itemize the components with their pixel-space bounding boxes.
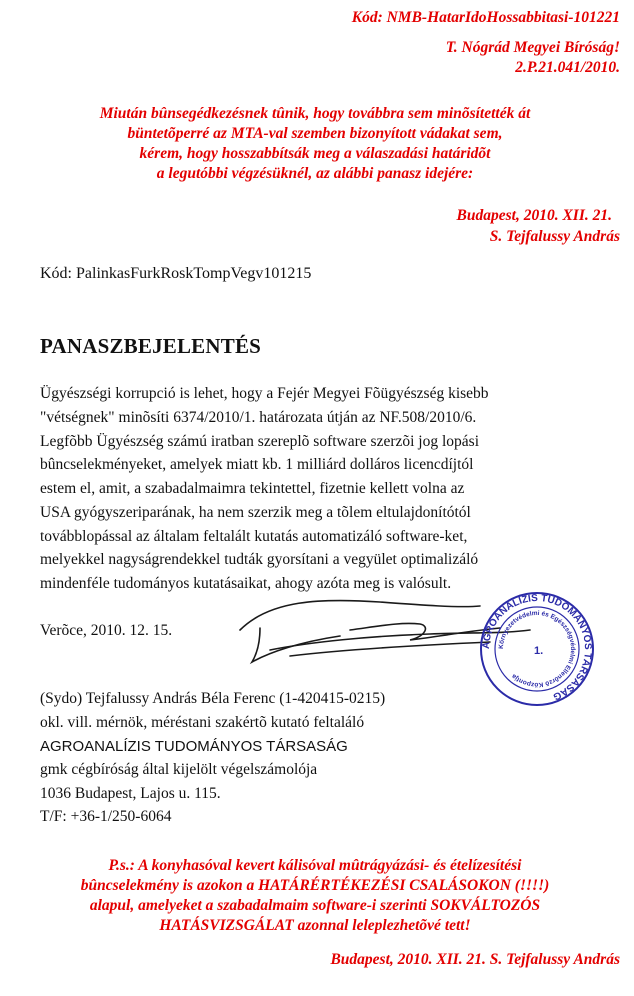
complaint-title: PANASZBEJELENTÉS: [40, 334, 262, 358]
body-line: estem el, amit, a szabadalmaimra tekintettel, fizetnie kellett volna az: [40, 480, 465, 497]
ps-line: alapul, amelyeket a szabadalmaim software-i szerinti SOKVÁLTOZÓS: [89, 897, 541, 914]
request-line-4: a legutóbbi végzésüknél, az alábbi panasz idejére:: [156, 165, 474, 182]
body-line: továbblopással az általam feltalált kutatás automatizáló software-ket,: [40, 528, 468, 545]
request-line-3: kérem, hogy hosszabbítsák meg a válaszadási határidõt: [139, 145, 491, 162]
stamp-outer-text: AGROANALÍZIS TUDOMÁNYOS TÁRSASÁG: [480, 592, 594, 702]
scan-code: Kód: PalinkasFurkRoskTompVegv101215: [40, 265, 312, 282]
request-line-1: Miután bûnsegédkezésnek tûnik, hogy továbbra sem minõsítették át: [99, 105, 531, 122]
ps-line: bûncselekmény is azokon a HATÁRÉRTÉKEZÉSI CSALÁSOKON (!!!!): [80, 877, 550, 894]
case-number: 2.P.21.041/2010.: [515, 59, 620, 76]
body-line: Ügyészségi korrupció is lehet, hogy a Fejér Megyei Fõügyészség kisebb: [40, 385, 489, 402]
footer-signature: Budapest, 2010. XII. 21. S. Tejfalussy András: [330, 951, 620, 968]
place-date: Verõce, 2010. 12. 15.: [40, 622, 173, 639]
body-line: bûncselekményeket, amelyek miatt kb. 1 milliárd dolláros licencdíjtól: [40, 456, 474, 473]
court-name: T. Nógrád Megyei Bíróság!: [445, 39, 620, 56]
body-line: melyekkel nagyságrendekkel tudták gyorsítani a vegyület optimalizáló: [40, 551, 479, 568]
sig-line: T/F: +36-1/250-6064: [40, 808, 172, 825]
ps-line: P.s.: A konyhasóval kevert kálisóval mûtrágyázási- és ételízesítési: [108, 857, 522, 874]
request-line-2: büntetõperré az MTA-val szemben bizonyított vádakat sem,: [127, 125, 503, 142]
ps-line: HATÁSVIZSGÁLAT azonnal leleplezhetõvé tett!: [159, 917, 471, 934]
company-stamp: [478, 590, 596, 708]
stamp-center-text: 1.: [534, 645, 544, 657]
stamp-inner-text: Környezetvédelmi és Egészségvédelmi Ellenõrzõ Központja: [497, 609, 577, 689]
sig-line: 1036 Budapest, Lajos u. 115.: [40, 785, 221, 802]
sig-line: okl. vill. mérnök, méréstani szakértõ kutató feltaláló: [40, 714, 365, 731]
date-top: Budapest, 2010. XII. 21.: [456, 207, 612, 224]
signer-top: S. Tejfalussy András: [489, 228, 620, 245]
body-line: mindenféle tudományos kutatásaikat, ahogy azóta meg is valósult.: [40, 575, 452, 592]
body-line: "vétségnek" minõsíti 6374/2010/1. határozata útján az NF.508/2010/6.: [40, 409, 477, 426]
body-line: USA gyógyszeriparának, ha nem szerzik meg a tõlem eltulajdonítótól: [40, 504, 471, 521]
body-line: Legfõbb Ügyészség számú iratban szereplõ software szerzõi jog lopási: [40, 433, 480, 450]
sig-line: AGROANALÍZIS TUDOMÁNYOS TÁRSASÁG: [40, 738, 348, 755]
sig-line: gmk cégbíróság által kijelölt végelszámolója: [40, 761, 318, 778]
sig-line: (Sydo) Tejfalussy András Béla Ferenc (1-420415-0215): [40, 690, 386, 707]
document-code: Kód: NMB-HatarIdoHossabbitasi-101221: [351, 9, 620, 26]
